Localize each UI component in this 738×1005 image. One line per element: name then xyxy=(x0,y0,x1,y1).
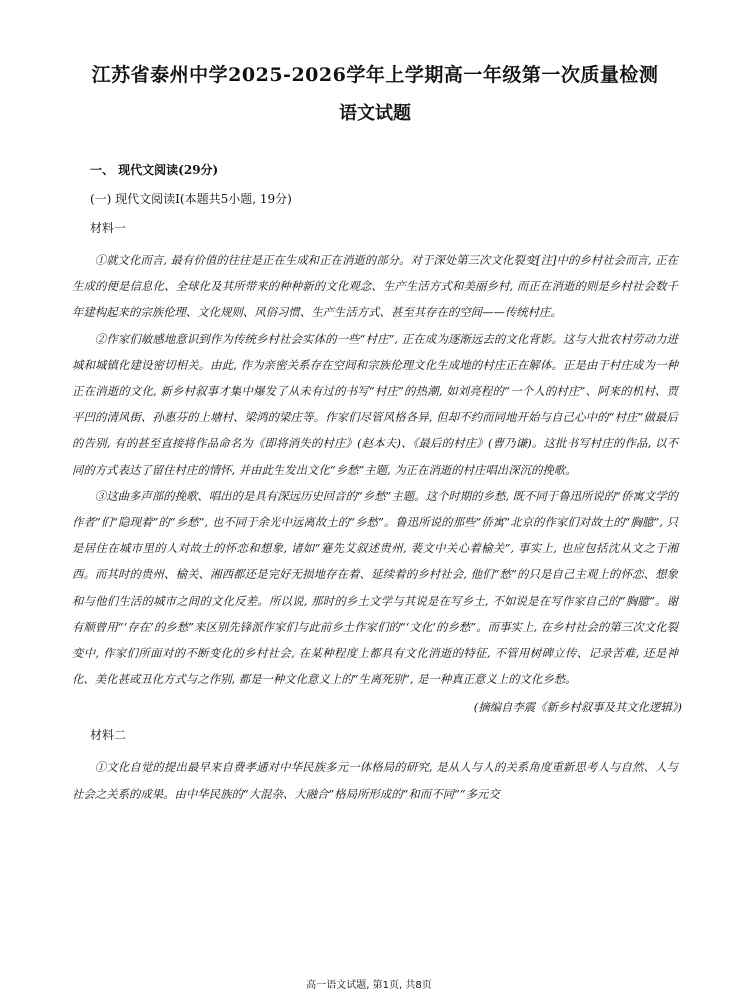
paragraph: ①就文化而言, 最有价值的往往是正在生成和正在消逝的部分。对于深处第三次文化裂变[注]中的乡村社会而言, 正在生成的便是信息化、全球化及其所带来的种种新的文化观念、生产生活方式和美丽乡村, 而正在消逝的则是乡村社会数千年建构起来的宗族伦理、文化规则、风俗习惯、生产生活方式、甚至其存在的空间——传统村庄。 xyxy=(72,253,678,320)
material-label: 材料二 xyxy=(90,728,127,743)
page-footer: 高一语文试题, 第1页, 共8页 xyxy=(306,980,432,991)
exam-title: 江苏省泰州中学2025-2026学年上学期高一年级第一次质量检测 xyxy=(91,64,659,86)
section-heading: 一、 现代文阅读(29分) xyxy=(90,163,219,177)
paragraph: ①文化自觉的提出最早来自费孝通对中华民族多元一体格局的研究, 是从人与人的关系角度重新思考人与自然、人与社会之关系的成果。由中华民族的“大混杂、大融合”格局所形成的“和而不同”“多元交 xyxy=(72,760,678,801)
material-label: 材料一 xyxy=(90,221,127,235)
source-citation: (摘编自李震《新乡村叙事及其文化逻辑》) xyxy=(473,700,682,715)
part-heading: (一) 现代文阅读Ⅰ(本题共5小题, 19分) xyxy=(90,192,292,206)
paragraph: ②作家们敏感地意识到作为传统乡村社会实体的一些“村庄”, 正在成为逐渐远去的文化背影。这与大批农村劳动力进城和城镇化建设密切相关。由此, 作为亲密关系存在空间和宗族伦理文化生成地的村庄正在解体。正是由于村庄成为一种正在消逝的文化, 新乡村叙事才集中爆发了从未有过的书写“村庄”的热潮, 如刘亮程的“一个人的村庄”、阿来的机村、贾平凹的清风街、孙惠芬的上塘村、梁鸿的梁庄等。作家们尽管风格各异, 但却不约而同地开始与自己心中的“村庄”做最后的告别, 有的甚至直接将作品命名为《即将消失的村庄》(赵本夫)、《最后的村庄》(曹乃谦)。这批书写村庄的作品, 以不同的方式表达了留住村庄的情怀, 并由此生发出文化“乡愁”主题, 为正在消逝的村庄唱出深沉的挽歌。 xyxy=(72,331,678,477)
exam-subtitle: 语文试题 xyxy=(339,103,411,124)
paragraph: ③这曲多声部的挽歌、唱出的是具有深远历史回音的“乡愁”主题。这个时期的乡愁, 既不同于鲁迅所说的“侨寓文学的作者”们“隐现着”的“乡愁”, 也不同于余光中远离故土的“乡愁”。鲁迅所说的那些“侨寓”北京的作家们对故土的“胸臆”, 只是居住在城市里的人对故土的怀恋和想象, 诸如“蹇先艾叙述贵州, 裴文中关心着榆关”, 事实上, 也应包括沈从文之于湘西。而其时的贵州、榆关、湘西都还是完好无损地存在着、延续着的乡村社会, 他们“愁”的只是自己主观上的怀恋、想象和与他们生活的城市之间的文化反差。所以说, 那时的乡土文学与其说是在写乡土, 不如说是在写作家自己的“胸臆”。谢有顺曾用“‘存在’的乡愁”来区别先锋派作家们与此前乡土作家们的“‘文化’的乡愁”。而事实上, 在乡村社会的第三次文化裂变中, 作家们所面对的不断变化的乡村社会, 在某种程度上都具有文化消逝的特征, 不管用树碑立传、记录苦难, 还是神化、美化甚或丑化方式与之作别, 都是一种文化意义上的“生离死别”, 是一种真正意义上的文化乡愁。 xyxy=(72,488,678,687)
